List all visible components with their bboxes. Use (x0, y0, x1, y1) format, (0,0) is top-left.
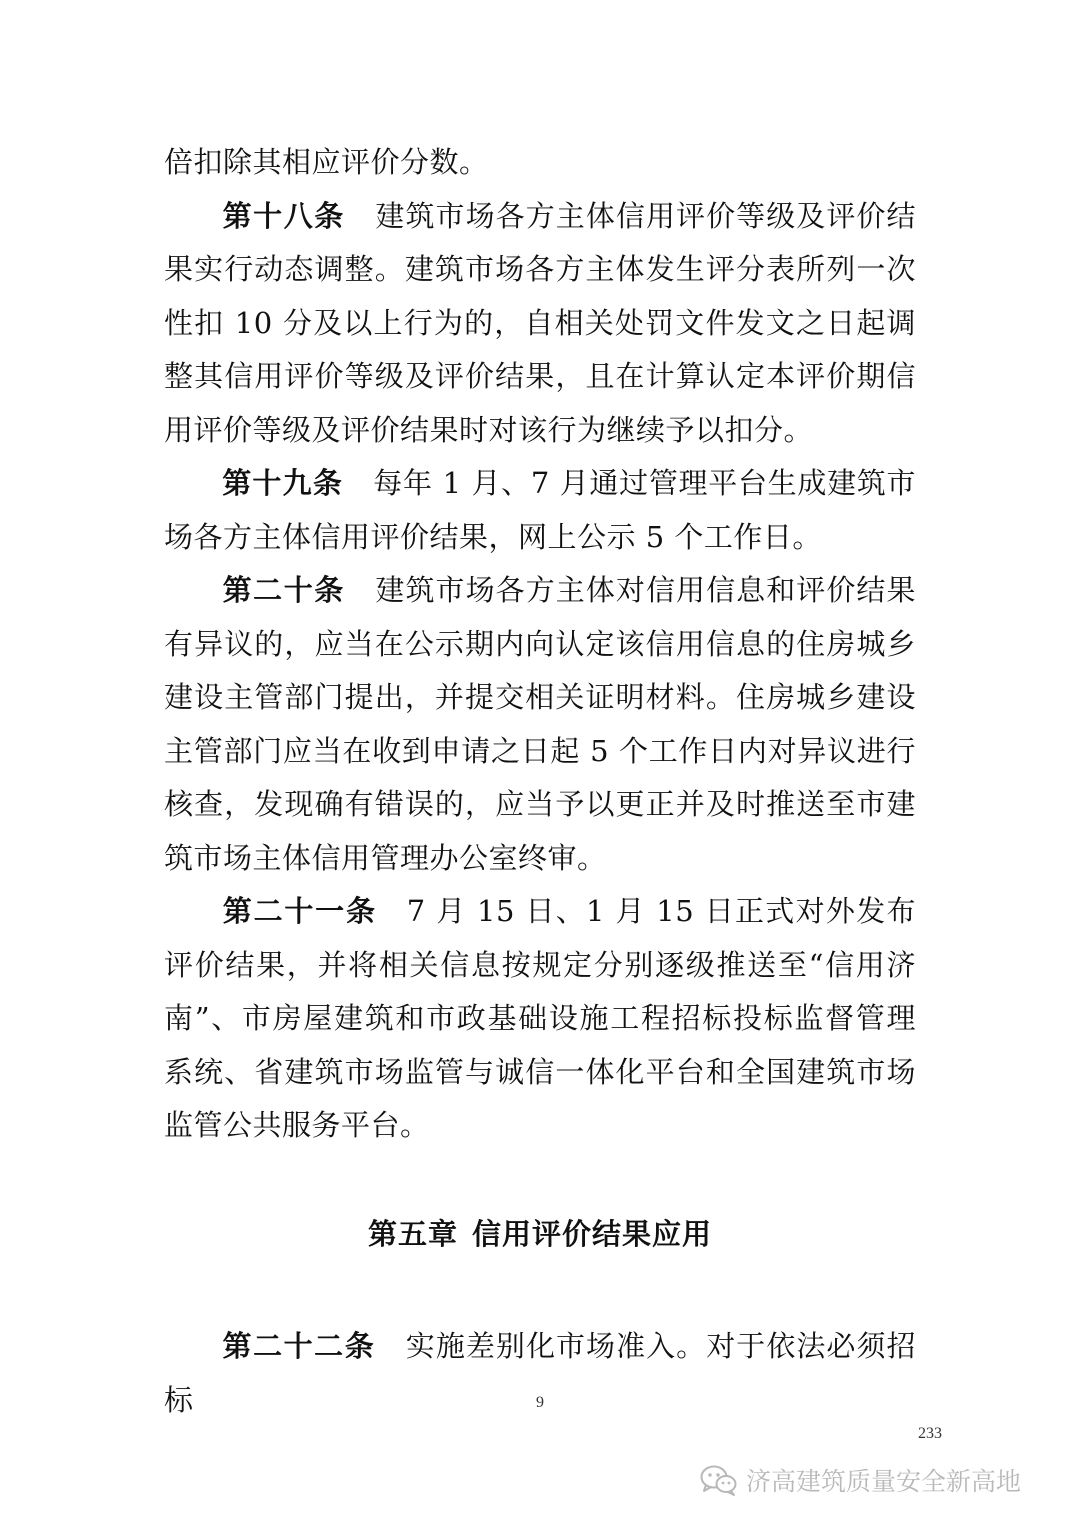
document-body (164, 136, 916, 1153)
watermark-text: 济高建筑质量安全新高地 (746, 1467, 1022, 1496)
article-19 (164, 457, 916, 564)
intro-line: 倍扣除其相应评价分数。 (164, 145, 489, 179)
article-number: 第十八条 (222, 198, 345, 233)
article-text: 建筑市场各方主体对信用信息和评价结果有异议的，应当在公示期内向认定该信用信息的住房城乡建设主管部门提出，并提交相关证明材料。住房城乡建设主管部门应当在收到申请之日起 5 个工作日内对异议进行核查，发现确有错误的，应当予以更正并及时推送至市建筑市场主体信用管理办公室终审。 (164, 573, 916, 875)
article-text: 每年 1 月、7 月通过管理平台生成建筑市场各方主体信用评价结果，网上公示 5 个工作日。 (164, 466, 916, 554)
article-18 (164, 190, 916, 458)
page-number: 9 (536, 1394, 544, 1411)
article-number: 第二十一条 (222, 894, 377, 928)
chapter-heading (0, 1212, 1080, 1253)
article-number: 第二十二条 (222, 1329, 376, 1363)
chapter-number: 第五章 (367, 1217, 458, 1251)
article-text: 实施差别化市场准入。对于依法必须招标 (164, 1329, 916, 1417)
document-page-number: 233 (918, 1425, 942, 1442)
wechat-icon (700, 1464, 738, 1496)
article-21 (164, 885, 916, 1153)
article-text: 建筑市场各方主体信用评价等级及评价结果实行动态调整。建筑市场各方主体发生评分表所列一次性扣 10 分及以上行为的，自相关处罚文件发文之日起调整其信用评价等级及评价结果，且在计算认定本评价期信用评价等级及评价结果时对该行为继续予以扣分。 (164, 198, 916, 447)
article-text: 7 月 15 日、1 月 15 日正式对外发布评价结果，并将相关信息按规定分别逐级推送至“信用济南”、市房屋建筑和市政基础设施工程招标投标监督管理系统、省建筑市场监管与诚信一体化平台和全国建筑市场监管公共服务平台。 (164, 894, 916, 1142)
watermark (700, 1460, 1021, 1500)
chapter-title: 信用评价结果应用 (472, 1217, 713, 1251)
article-number: 第二十条 (222, 573, 345, 607)
article-20 (164, 564, 916, 885)
article-number: 第十九条 (222, 466, 344, 500)
